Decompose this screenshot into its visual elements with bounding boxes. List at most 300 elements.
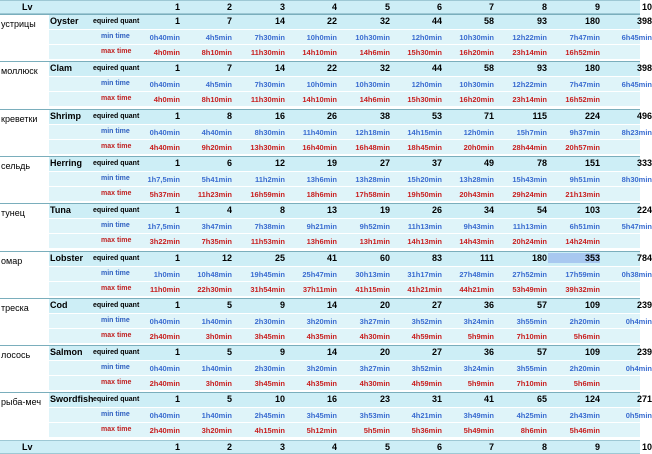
qty-cell-lv5[interactable]: 20 xyxy=(379,347,390,358)
level-footer-label: Lv xyxy=(22,442,33,452)
max-cell-lv1[interactable]: 4h0min xyxy=(153,48,180,57)
qty-cell-lv6[interactable]: 37 xyxy=(431,157,442,168)
max-cell-lv9[interactable]: 5h6min xyxy=(573,379,600,389)
min-cell-lv4[interactable]: 3h20min xyxy=(306,364,337,374)
min-cell-lv6[interactable]: 4h21min xyxy=(411,411,442,421)
max-row-label: max time xyxy=(101,379,132,387)
min-cell-lv5[interactable]: 3h27min xyxy=(359,316,390,326)
qty-cell-lv9[interactable]: 180 xyxy=(584,63,600,74)
min-cell-lv7[interactable]: 13h28min xyxy=(459,174,494,184)
level-footer-row xyxy=(0,440,652,454)
max-cell-lv6[interactable]: 4h59min xyxy=(411,379,442,389)
max-cell-lv3[interactable]: 31h54min xyxy=(250,284,285,294)
max-cell-lv8[interactable]: 20h24min xyxy=(512,237,547,247)
footer-level-3: 3 xyxy=(279,442,285,452)
max-cell-lv8[interactable]: 23h14min xyxy=(512,48,547,57)
min-cell-lv1[interactable]: 0h40min xyxy=(149,411,180,421)
qty-cell-lv8[interactable]: 57 xyxy=(536,299,547,310)
qty-cell-lv9[interactable]: 353 xyxy=(548,253,600,263)
min-cell-lv7[interactable]: 10h30min xyxy=(459,33,494,42)
max-cell-lv4[interactable]: 4h35min xyxy=(306,331,337,341)
max-cell-lv7[interactable]: 5h9min xyxy=(467,331,494,341)
max-cell-lv9[interactable]: 16h52min xyxy=(565,95,600,105)
min-cell-lv1[interactable]: 1h7,5min xyxy=(147,222,180,232)
min-cell-lv9[interactable]: 17h59min xyxy=(565,269,600,279)
min-cell-lv2[interactable]: 1h40min xyxy=(201,316,232,326)
max-cell-lv8[interactable]: 23h14min xyxy=(512,95,547,105)
qty-row-label: equired quant xyxy=(93,396,140,404)
max-cell-lv1[interactable]: 2h40min xyxy=(149,426,180,436)
min-cell-lv9[interactable]: 2h43min xyxy=(569,411,600,421)
qty-cell-lv6[interactable]: 31 xyxy=(431,394,442,405)
min-cell-lv7[interactable]: 12h0min xyxy=(463,127,494,137)
max-cell-lv4[interactable]: 37h11min xyxy=(302,284,337,294)
qty-cell-lv10[interactable]: 784 xyxy=(636,252,652,263)
max-cell-lv5[interactable]: 5h5min xyxy=(363,426,390,436)
qty-cell-lv3[interactable]: 14 xyxy=(274,63,285,74)
min-cell-lv1[interactable]: 1h0min xyxy=(153,269,180,279)
min-cell-lv1[interactable]: 1h7,5min xyxy=(147,174,180,184)
qty-cell-lv6[interactable]: 44 xyxy=(431,16,442,26)
qty-cell-lv6[interactable]: 27 xyxy=(431,299,442,310)
max-cell-lv2[interactable]: 8h10min xyxy=(201,48,232,57)
qty-cell-lv7[interactable]: 49 xyxy=(483,157,494,168)
qty-cell-lv8[interactable]: 54 xyxy=(536,205,547,216)
min-cell-lv6[interactable]: 12h0min xyxy=(411,33,442,42)
min-cell-lv6[interactable]: 3h52min xyxy=(411,364,442,374)
qty-cell-lv1[interactable]: 1 xyxy=(174,63,180,74)
qty-cell-lv8[interactable]: 93 xyxy=(536,63,547,74)
min-cell-lv9[interactable]: 7h47min xyxy=(569,80,600,90)
qty-cell-lv6[interactable]: 26 xyxy=(431,205,442,216)
max-cell-lv3[interactable]: 16h59min xyxy=(250,189,285,199)
fish-group xyxy=(0,61,652,108)
max-cell-lv5[interactable]: 16h48min xyxy=(355,142,390,152)
max-cell-lv1[interactable]: 2h40min xyxy=(149,379,180,389)
min-cell-lv1[interactable]: 0h40min xyxy=(149,127,180,137)
max-cell-lv6[interactable]: 14h13min xyxy=(407,237,442,247)
min-cell-lv4[interactable]: 9h21min xyxy=(306,222,337,232)
qty-cell-lv2[interactable]: 8 xyxy=(226,110,232,121)
min-cell-lv2[interactable]: 1h40min xyxy=(201,411,232,421)
qty-cell-lv9[interactable]: 109 xyxy=(584,347,600,358)
max-cell-lv6[interactable]: 4h59min xyxy=(411,331,442,341)
min-row xyxy=(49,408,652,423)
max-cell-lv6[interactable]: 19h50min xyxy=(407,189,442,199)
max-cell-lv9[interactable]: 39h32min xyxy=(565,284,600,294)
max-cell-lv6[interactable]: 5h36min xyxy=(411,426,442,436)
min-row xyxy=(49,77,652,92)
qty-cell-lv6[interactable]: 83 xyxy=(431,252,442,263)
max-cell-lv2[interactable]: 3h20min xyxy=(201,426,232,436)
footer-level-10: 10 xyxy=(641,442,652,452)
qty-cell-lv4[interactable]: 13 xyxy=(326,205,337,216)
max-cell-lv4[interactable]: 4h35min xyxy=(306,379,337,389)
max-cell-lv5[interactable]: 13h1min xyxy=(359,237,390,247)
qty-cell-lv2[interactable]: 12 xyxy=(221,252,232,263)
min-cell-lv5[interactable]: 10h30min xyxy=(355,33,390,42)
max-cell-lv9[interactable]: 20h57min xyxy=(565,142,600,152)
max-cell-lv4[interactable]: 18h6min xyxy=(306,189,337,199)
qty-cell-lv7[interactable]: 58 xyxy=(483,16,494,26)
fish-name-label: Tuna xyxy=(50,205,71,216)
max-cell-lv2[interactable]: 11h23min xyxy=(197,189,232,199)
min-cell-lv4[interactable]: 13h6min xyxy=(306,174,337,184)
max-cell-lv5[interactable]: 41h15min xyxy=(355,284,390,294)
max-cell-lv8[interactable]: 29h24min xyxy=(512,189,547,199)
qty-cell-lv10[interactable]: 496 xyxy=(636,110,652,121)
max-cell-lv5[interactable]: 4h30min xyxy=(359,331,390,341)
min-cell-lv1[interactable]: 0h40min xyxy=(149,316,180,326)
max-cell-lv4[interactable]: 14h10min xyxy=(302,95,337,105)
qty-cell-lv8[interactable]: 65 xyxy=(536,394,547,405)
max-cell-lv5[interactable]: 14h6min xyxy=(359,48,390,57)
min-cell-lv9[interactable]: 9h51min xyxy=(569,174,600,184)
min-cell-lv5[interactable]: 30h13min xyxy=(355,269,390,279)
qty-cell-lv7[interactable]: 41 xyxy=(483,394,494,405)
qty-cell-lv7[interactable]: 36 xyxy=(483,347,494,358)
min-cell-lv8[interactable]: 11h13min xyxy=(512,222,547,232)
min-cell-lv7[interactable]: 10h30min xyxy=(459,80,494,90)
min-cell-lv4[interactable]: 25h47min xyxy=(302,269,337,279)
qty-cell-lv5[interactable]: 20 xyxy=(379,299,390,310)
qty-cell-lv9[interactable]: 180 xyxy=(584,16,600,26)
qty-cell-lv9[interactable]: 124 xyxy=(584,394,600,405)
russian-name-label: треска xyxy=(1,302,29,313)
max-cell-lv7[interactable]: 44h21min xyxy=(459,284,494,294)
min-cell-lv5[interactable]: 13h28min xyxy=(355,174,390,184)
qty-cell-lv2[interactable]: 5 xyxy=(226,347,232,358)
qty-cell-lv8[interactable]: 180 xyxy=(531,252,547,263)
min-cell-lv5[interactable]: 10h30min xyxy=(355,80,390,90)
qty-cell-lv1[interactable]: 1 xyxy=(174,205,180,216)
max-row-label: max time xyxy=(101,142,132,150)
qty-cell-lv8[interactable]: 57 xyxy=(536,347,547,358)
max-row-label: max time xyxy=(101,426,132,434)
max-cell-lv2[interactable]: 7h35min xyxy=(201,237,232,247)
qty-cell-lv10[interactable]: 333 xyxy=(636,157,652,168)
qty-cell-lv3[interactable]: 8 xyxy=(279,205,285,216)
min-cell-lv10[interactable]: 0h5min xyxy=(625,411,652,421)
qty-cell-lv1[interactable]: 1 xyxy=(174,16,180,26)
min-row-label: min time xyxy=(101,174,130,182)
qty-cell-lv1[interactable]: 1 xyxy=(174,347,180,358)
qty-cell-lv1[interactable]: 1 xyxy=(174,157,180,168)
min-cell-lv7[interactable]: 9h43min xyxy=(463,222,494,232)
max-cell-lv7[interactable]: 5h9min xyxy=(467,379,494,389)
max-cell-lv6[interactable]: 18h45min xyxy=(407,142,442,152)
min-cell-lv5[interactable]: 3h27min xyxy=(359,364,390,374)
max-cell-lv7[interactable]: 20h0min xyxy=(463,142,494,152)
max-cell-lv7[interactable]: 20h43min xyxy=(459,189,494,199)
max-cell-lv3[interactable]: 3h45min xyxy=(254,331,285,341)
min-cell-lv10[interactable]: 0h4min xyxy=(625,364,652,374)
max-cell-lv4[interactable]: 14h10min xyxy=(302,48,337,57)
qty-cell-lv10[interactable]: 398 xyxy=(636,63,652,74)
max-cell-lv1[interactable]: 4h0min xyxy=(153,95,180,105)
min-cell-lv2[interactable]: 3h47min xyxy=(201,222,232,232)
max-cell-lv9[interactable]: 16h52min xyxy=(565,48,600,57)
max-cell-lv8[interactable]: 7h10min xyxy=(516,331,547,341)
max-cell-lv3[interactable]: 11h30min xyxy=(250,48,285,57)
qty-cell-lv3[interactable]: 12 xyxy=(274,157,285,168)
max-cell-lv8[interactable]: 28h44min xyxy=(512,142,547,152)
qty-cell-lv4[interactable]: 22 xyxy=(326,16,337,26)
min-cell-lv6[interactable]: 11h13min xyxy=(407,222,442,232)
min-cell-lv3[interactable]: 19h45min xyxy=(250,269,285,279)
min-cell-lv8[interactable]: 3h55min xyxy=(516,316,547,326)
min-cell-lv8[interactable]: 4h25min xyxy=(516,411,547,421)
fish-name-label: Swordfish xyxy=(50,394,94,405)
qty-cell-lv4[interactable]: 14 xyxy=(326,299,337,310)
min-cell-lv3[interactable]: 7h38min xyxy=(254,222,285,232)
max-cell-lv7[interactable]: 16h20min xyxy=(459,48,494,57)
qty-cell-lv6[interactable]: 27 xyxy=(431,347,442,358)
min-cell-lv4[interactable]: 3h45min xyxy=(306,411,337,421)
russian-name-label: омар xyxy=(1,255,23,266)
min-row xyxy=(49,219,652,234)
qty-cell-lv3[interactable]: 9 xyxy=(279,299,285,310)
max-cell-lv9[interactable]: 14h24min xyxy=(565,237,600,247)
max-cell-lv1[interactable]: 5h37min xyxy=(149,189,180,199)
qty-cell-lv4[interactable]: 22 xyxy=(326,63,337,74)
qty-cell-lv9[interactable]: 224 xyxy=(584,110,600,121)
qty-cell-lv6[interactable]: 53 xyxy=(431,110,442,121)
qty-cell-lv7[interactable]: 111 xyxy=(479,252,494,263)
min-cell-lv9[interactable]: 7h47min xyxy=(569,33,600,42)
max-cell-lv3[interactable]: 11h30min xyxy=(250,95,285,105)
qty-cell-lv7[interactable]: 34 xyxy=(483,205,494,216)
qty-cell-lv1[interactable]: 1 xyxy=(174,110,180,121)
min-cell-lv4[interactable]: 11h40min xyxy=(302,127,337,137)
qty-cell-lv8[interactable]: 78 xyxy=(536,157,547,168)
qty-cell-lv5[interactable]: 19 xyxy=(379,205,390,216)
min-cell-lv10[interactable]: 5h47min xyxy=(621,222,652,232)
min-cell-lv7[interactable]: 3h49min xyxy=(463,411,494,421)
min-cell-lv8[interactable]: 3h55min xyxy=(516,364,547,374)
min-cell-lv2[interactable]: 4h40min xyxy=(201,127,232,137)
russian-name-label: тунец xyxy=(1,208,25,219)
qty-cell-lv10[interactable]: 271 xyxy=(636,394,652,405)
min-cell-lv4[interactable]: 10h0min xyxy=(306,33,337,42)
min-cell-lv3[interactable]: 7h30min xyxy=(254,80,285,90)
min-row-label: min time xyxy=(101,269,130,277)
qty-cell-lv8[interactable]: 115 xyxy=(532,110,547,121)
qty-cell-lv3[interactable]: 10 xyxy=(274,394,285,405)
min-cell-lv8[interactable]: 12h22min xyxy=(512,33,547,42)
min-cell-lv4[interactable]: 3h20min xyxy=(306,316,337,326)
header-level-2: 2 xyxy=(226,2,232,12)
min-cell-lv5[interactable]: 12h18min xyxy=(355,127,390,137)
qty-cell-lv4[interactable]: 16 xyxy=(326,394,337,405)
min-cell-lv8[interactable]: 27h52min xyxy=(512,269,547,279)
min-row xyxy=(49,30,652,45)
min-cell-lv1[interactable]: 0h40min xyxy=(149,364,180,374)
max-cell-lv4[interactable]: 16h40min xyxy=(302,142,337,152)
fish-group xyxy=(0,251,652,298)
min-cell-lv3[interactable]: 2h30min xyxy=(254,316,285,326)
min-cell-lv10[interactable]: 6h45min xyxy=(621,33,652,42)
min-cell-lv2[interactable]: 4h5min xyxy=(205,80,232,90)
qty-row xyxy=(49,15,652,30)
min-cell-lv3[interactable]: 7h30min xyxy=(254,33,285,42)
min-cell-lv7[interactable]: 3h24min xyxy=(463,364,494,374)
min-cell-lv8[interactable]: 15h7min xyxy=(516,127,547,137)
qty-cell-lv10[interactable]: 398 xyxy=(636,16,652,26)
max-cell-lv5[interactable]: 17h58min xyxy=(355,189,390,199)
qty-cell-lv5[interactable]: 32 xyxy=(379,16,390,26)
max-cell-lv1[interactable]: 3h22min xyxy=(149,237,180,247)
min-cell-lv3[interactable]: 11h2min xyxy=(254,174,285,184)
qty-cell-lv2[interactable]: 7 xyxy=(226,16,232,26)
max-row-label: max time xyxy=(101,48,132,55)
min-cell-lv9[interactable]: 9h37min xyxy=(569,127,600,137)
min-row-label: min time xyxy=(101,364,130,372)
min-cell-lv8[interactable]: 12h22min xyxy=(512,80,547,90)
max-row-label: max time xyxy=(101,189,132,197)
min-cell-lv2[interactable]: 5h41min xyxy=(201,174,232,184)
max-cell-lv2[interactable]: 22h30min xyxy=(197,284,232,294)
max-row xyxy=(49,92,640,107)
header-level-5: 5 xyxy=(384,2,390,12)
qty-cell-lv2[interactable]: 4 xyxy=(226,205,232,216)
min-cell-lv2[interactable]: 1h40min xyxy=(201,364,232,374)
footer-level-1: 1 xyxy=(174,442,180,452)
max-cell-lv9[interactable]: 21h13min xyxy=(565,189,600,199)
qty-cell-lv4[interactable]: 14 xyxy=(326,347,337,358)
qty-cell-lv3[interactable]: 14 xyxy=(274,16,285,26)
qty-cell-lv2[interactable]: 5 xyxy=(226,299,232,310)
min-cell-lv10[interactable]: 8h23min xyxy=(621,127,652,137)
max-cell-lv4[interactable]: 5h12min xyxy=(306,426,337,436)
max-cell-lv2[interactable]: 9h20min xyxy=(201,142,232,152)
qty-cell-lv5[interactable]: 38 xyxy=(379,110,390,121)
max-cell-lv7[interactable]: 5h49min xyxy=(463,426,494,436)
max-cell-lv6[interactable]: 15h30min xyxy=(407,48,442,57)
qty-cell-lv5[interactable]: 23 xyxy=(379,394,390,405)
max-cell-lv6[interactable]: 41h21min xyxy=(407,284,442,294)
max-cell-lv3[interactable]: 11h53min xyxy=(250,237,285,247)
min-cell-lv5[interactable]: 3h53min xyxy=(359,411,390,421)
qty-cell-lv8[interactable]: 93 xyxy=(536,16,547,26)
max-cell-lv1[interactable]: 11h0min xyxy=(149,284,180,294)
max-cell-lv2[interactable]: 3h0min xyxy=(205,331,232,341)
russian-name-label: устрицы xyxy=(1,19,36,29)
max-cell-lv8[interactable]: 53h49min xyxy=(512,284,547,294)
max-cell-lv7[interactable]: 14h43min xyxy=(459,237,494,247)
min-cell-lv10[interactable]: 0h4min xyxy=(625,316,652,326)
header-level-6: 6 xyxy=(436,2,442,12)
min-cell-lv5[interactable]: 9h52min xyxy=(359,222,390,232)
min-cell-lv8[interactable]: 15h43min xyxy=(512,174,547,184)
max-row xyxy=(49,234,640,249)
qty-row xyxy=(49,346,652,361)
max-cell-lv8[interactable]: 7h10min xyxy=(516,379,547,389)
qty-cell-lv4[interactable]: 19 xyxy=(326,157,337,168)
min-cell-lv6[interactable]: 12h0min xyxy=(411,80,442,90)
min-cell-lv3[interactable]: 8h30min xyxy=(254,127,285,137)
qty-cell-lv2[interactable]: 6 xyxy=(226,157,232,168)
max-cell-lv3[interactable]: 3h45min xyxy=(254,379,285,389)
min-cell-lv10[interactable]: 0h38min xyxy=(621,269,652,279)
min-cell-lv7[interactable]: 3h24min xyxy=(463,316,494,326)
max-cell-lv3[interactable]: 4h15min xyxy=(254,426,285,436)
qty-cell-lv3[interactable]: 25 xyxy=(274,252,285,263)
qty-row xyxy=(49,204,652,219)
qty-cell-lv4[interactable]: 41 xyxy=(326,252,337,263)
qty-cell-lv2[interactable]: 5 xyxy=(226,394,232,405)
qty-cell-lv3[interactable]: 16 xyxy=(274,110,285,121)
qty-cell-lv9[interactable]: 151 xyxy=(584,157,600,168)
max-cell-lv1[interactable]: 4h40min xyxy=(149,142,180,152)
min-cell-lv3[interactable]: 2h30min xyxy=(254,364,285,374)
max-row-label: max time xyxy=(101,237,132,245)
qty-cell-lv7[interactable]: 71 xyxy=(483,110,494,121)
qty-cell-lv5[interactable]: 32 xyxy=(379,63,390,74)
min-cell-lv10[interactable]: 6h45min xyxy=(621,80,652,90)
min-cell-lv6[interactable]: 15h20min xyxy=(407,174,442,184)
qty-cell-lv1[interactable]: 1 xyxy=(174,394,180,405)
min-row-label: min time xyxy=(101,222,130,230)
qty-cell-lv6[interactable]: 44 xyxy=(431,63,442,74)
min-cell-lv2[interactable]: 4h5min xyxy=(205,33,232,42)
min-cell-lv4[interactable]: 10h0min xyxy=(306,80,337,90)
max-cell-lv2[interactable]: 8h10min xyxy=(201,95,232,105)
qty-cell-lv9[interactable]: 103 xyxy=(584,205,600,216)
min-cell-lv9[interactable]: 6h51min xyxy=(569,222,600,232)
max-cell-lv4[interactable]: 13h6min xyxy=(306,237,337,247)
qty-cell-lv5[interactable]: 60 xyxy=(379,252,390,263)
min-cell-lv1[interactable]: 0h40min xyxy=(149,80,180,90)
qty-cell-lv7[interactable]: 58 xyxy=(483,63,494,74)
max-cell-lv9[interactable]: 5h6min xyxy=(573,331,600,341)
qty-cell-lv7[interactable]: 36 xyxy=(483,299,494,310)
min-cell-lv10[interactable]: 8h30min xyxy=(621,174,652,184)
min-cell-lv6[interactable]: 3h52min xyxy=(411,316,442,326)
max-cell-lv1[interactable]: 2h40min xyxy=(149,331,180,341)
min-cell-lv9[interactable]: 2h20min xyxy=(569,364,600,374)
qty-cell-lv4[interactable]: 26 xyxy=(326,110,337,121)
min-cell-lv2[interactable]: 10h48min xyxy=(197,269,232,279)
min-cell-lv9[interactable]: 2h20min xyxy=(569,316,600,326)
fish-name-label: Lobster xyxy=(50,252,84,263)
max-cell-lv7[interactable]: 16h20min xyxy=(459,95,494,105)
min-cell-lv1[interactable]: 0h40min xyxy=(149,33,180,42)
qty-cell-lv5[interactable]: 27 xyxy=(379,157,390,168)
qty-cell-lv2[interactable]: 7 xyxy=(226,63,232,74)
max-row xyxy=(49,187,640,202)
max-cell-lv8[interactable]: 8h6min xyxy=(520,426,547,436)
qty-cell-lv10[interactable]: 224 xyxy=(636,205,652,216)
qty-cell-lv10[interactable]: 239 xyxy=(636,299,652,310)
min-cell-lv6[interactable]: 14h15min xyxy=(407,127,442,137)
qty-cell-lv1[interactable]: 1 xyxy=(174,299,180,310)
max-cell-lv3[interactable]: 13h30min xyxy=(250,142,285,152)
min-cell-lv6[interactable]: 31h17min xyxy=(407,269,442,279)
min-cell-lv3[interactable]: 2h45min xyxy=(254,411,285,421)
max-cell-lv2[interactable]: 3h0min xyxy=(205,379,232,389)
max-cell-lv5[interactable]: 14h6min xyxy=(359,95,390,105)
qty-cell-lv1[interactable]: 1 xyxy=(174,252,180,263)
qty-cell-lv3[interactable]: 9 xyxy=(279,347,285,358)
qty-cell-lv10[interactable]: 239 xyxy=(636,347,652,358)
max-cell-lv6[interactable]: 15h30min xyxy=(407,95,442,105)
max-cell-lv9[interactable]: 5h46min xyxy=(569,426,600,436)
max-cell-lv5[interactable]: 4h30min xyxy=(359,379,390,389)
level-header-row xyxy=(0,0,652,14)
min-cell-lv7[interactable]: 27h48min xyxy=(459,269,494,279)
qty-cell-lv9[interactable]: 109 xyxy=(584,299,600,310)
